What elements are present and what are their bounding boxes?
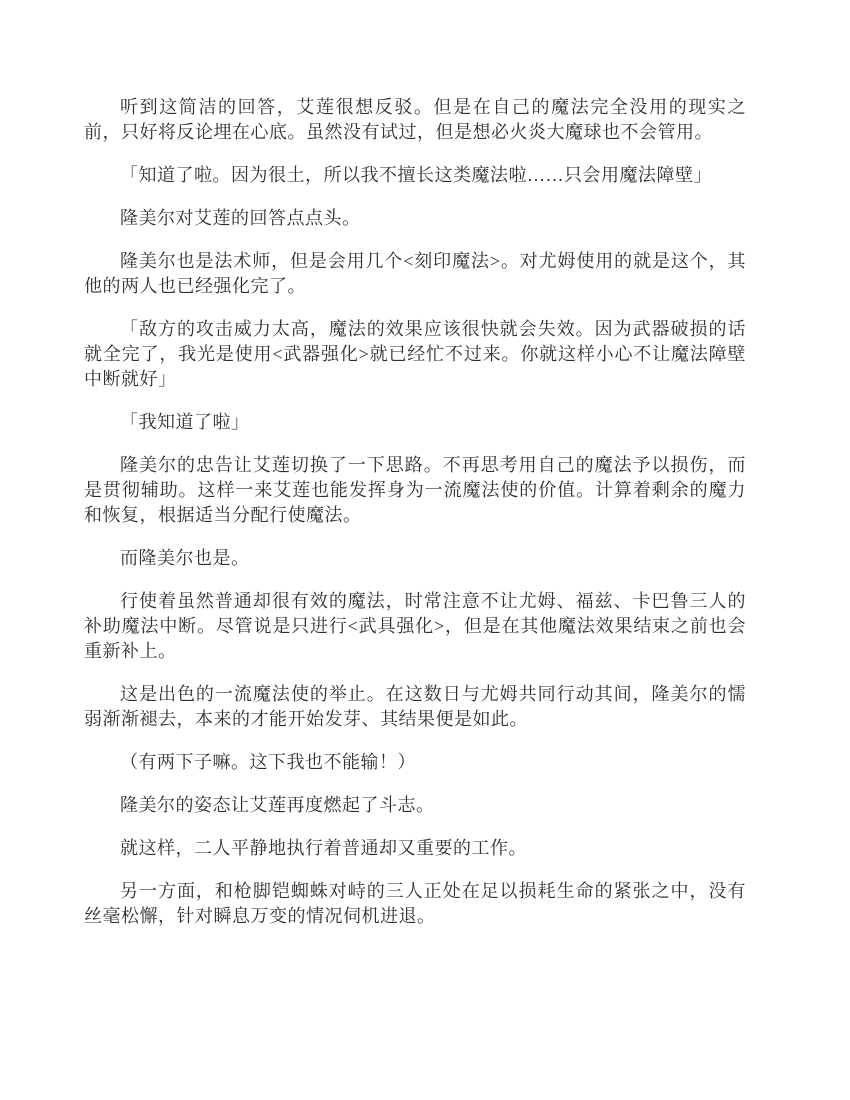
paragraph: 隆美尔对艾莲的回答点点头。	[120, 208, 361, 228]
paragraph: 隆美尔也是法术师，但是会用几个<刻印魔法>。对尤姆使用的就是这个，其他的两人也已经强化完了。	[84, 251, 746, 296]
paragraph: 而隆美尔也是。	[120, 548, 250, 568]
paragraph: 就这样，二人平静地执行着普通却又重要的工作。	[120, 838, 527, 858]
paragraph: （有两下子嘛。这下我也不能输！）	[120, 752, 416, 772]
paragraph: 行使着虽然普通却很有效的魔法，时常注意不让尤姆、福兹、卡巴鲁三人的补助魔法中断。尽管说是只进行<武具强化>，但是在其他魔法效果结束之前也会重新补上。	[84, 591, 746, 661]
paragraph: 隆美尔的忠告让艾莲切换了一下思路。不再思考用自己的魔法予以损伤，而是贯彻辅助。这样一来艾莲也能发挥身为一流魔法使的价值。计算着剩余的魔力和恢复，根据适当分配行使魔法。	[84, 455, 746, 525]
paragraph: 「知道了啦。因为很土，所以我不擅长这类魔法啦……只会用魔法障壁」	[120, 165, 712, 185]
paragraph: 另一方面，和枪脚铠蜘蛛对峙的三人正处在足以损耗生命的紧张之中，没有丝毫松懈，针对瞬息万变的情况伺机进退。	[84, 881, 746, 926]
paragraph: 「我知道了啦」	[120, 412, 250, 432]
text-content	[84, 95, 746, 947]
paragraph: 隆美尔的姿态让艾莲再度燃起了斗志。	[120, 795, 435, 815]
paragraph: 听到这简洁的回答，艾莲很想反驳。但是在自己的魔法完全没用的现实之前，只好将反论埋在心底。虽然没有试过，但是想必火炎大魔球也不会管用。	[84, 97, 746, 142]
paragraph: 「敌方的攻击威力太高，魔法的效果应该很快就会失效。因为武器破损的话就全完了，我光是使用<武器强化>就已经忙不过来。你就这样小心不让魔法障壁中断就好」	[84, 319, 746, 389]
paragraph: 这是出色的一流魔法使的举止。在这数日与尤姆共同行动其间，隆美尔的懦弱渐渐褪去，本来的才能开始发芽、其结果便是如此。	[84, 684, 746, 729]
